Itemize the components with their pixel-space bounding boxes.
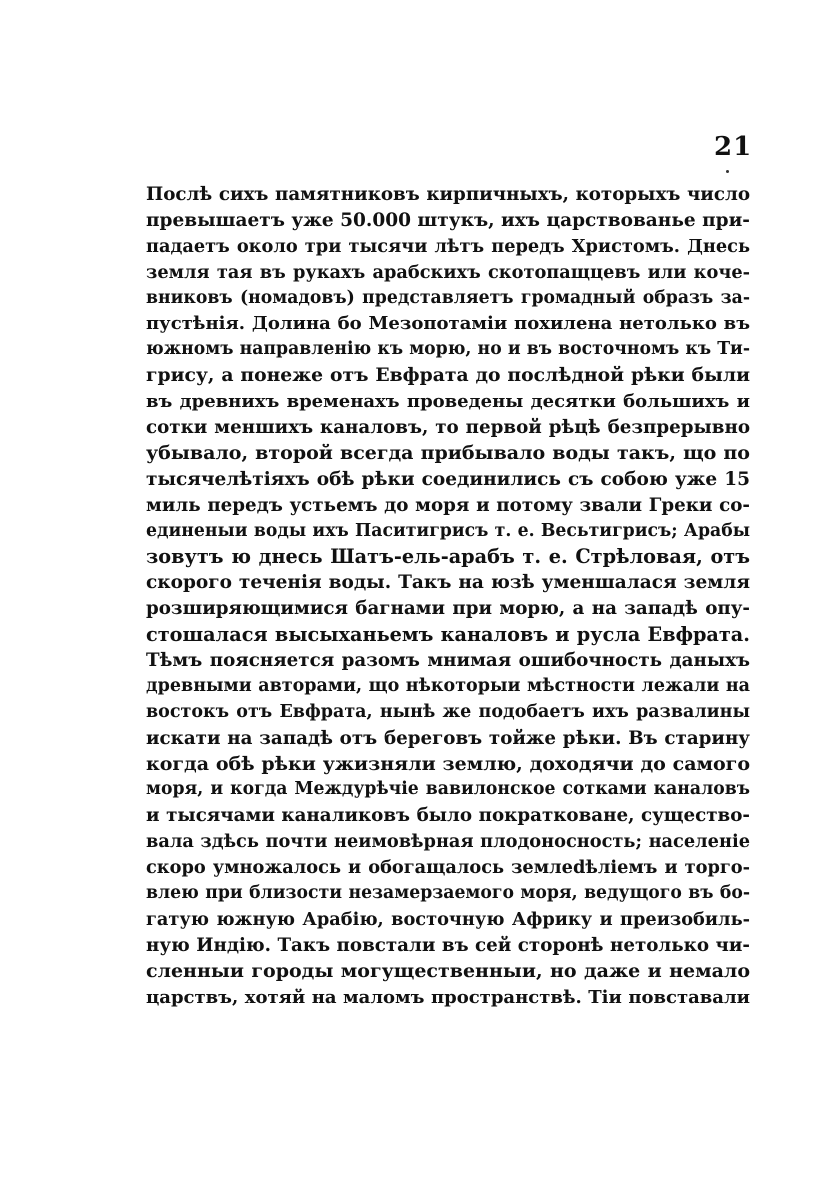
text-line: вала здѣсь почти неимовѣрная плодоносность; населеніе (146, 831, 750, 853)
text-line: и тысячами каналиковъ было пократковане, существо- (146, 805, 750, 827)
text-line: Тѣмъ поясняется разомъ мнимая ошибочность даныхъ (146, 650, 750, 672)
text-line: Послѣ сихъ памятниковъ кирпичныхъ, которыхъ число (146, 184, 750, 205)
text-line: южномъ направленію къ морю, но и въ восточномъ къ Ти- (146, 339, 750, 360)
text-line: зовутъ ю днесь Шатъ-ель-арабъ т. е. Стрѣловая, отъ (146, 545, 750, 569)
text-line: стошалася высыханьемъ каналовъ и русла Евфрата. (146, 623, 750, 647)
text-line: убывало, второй всегда прибывало воды такъ, що по (146, 441, 750, 464)
text-line: единеныи воды ихъ Паситигрисъ т. е. Весьтигрисъ; Арабы (146, 520, 750, 541)
text-line: тысячелѣтіяхъ обѣ рѣки соединились съ собою уже 15 (146, 468, 750, 490)
text-line: сотки меншихъ каналовъ, то первой рѣцѣ безпрерывно (146, 417, 750, 439)
text-line: превышаетъ уже 50.000 штукъ, ихъ царствованье при- (146, 209, 750, 231)
text-line: скорого теченія воды. Такъ на юзѣ уменшалася земля (146, 572, 750, 594)
text-line: вниковъ (номадовъ) представляетъ громадный образъ за- (146, 287, 750, 308)
body-text (146, 182, 750, 1011)
text-line: пустѣнія. Долина бо Мезопотаміи похилена нетолько въ (146, 313, 750, 335)
text-line: розширяющимися багнами при морю, а на западѣ опу- (146, 598, 750, 620)
text-line: грису, а понеже отъ Евфрата до послѣдной рѣки были (146, 364, 750, 387)
text-line: искати на западѣ отъ береговъ тойже рѣки. Въ старину (146, 727, 750, 749)
text-line: востокъ отъ Евфрата, нынѣ же подобаетъ ихъ развалины (146, 701, 750, 722)
text-line: падаетъ около три тысячи лѣтъ передъ Христомъ. Днесь (146, 235, 750, 257)
text-line: гатую южную Арабію, восточную Африку и преизобиль- (146, 908, 750, 930)
text-line: царствъ, хотяй на маломъ пространствѣ. Тіи повставали (146, 986, 750, 1008)
text-line: миль передъ устьемъ до моря и потому звали Греки со- (146, 494, 750, 516)
text-line: древными авторами, що нѣкоторыи мѣстности лежали на (146, 675, 750, 696)
page-number-dot (726, 170, 729, 173)
text-line: влею при близости незамерзаемого моря, ведущого въ бо- (146, 883, 750, 904)
text-line: земля тая въ рукахъ арабскихъ скотопащцевъ или коче- (146, 261, 750, 283)
page-number: 21 (714, 132, 753, 162)
text-line: скоро умножалось и обогащалось землedѣліемъ и торго- (146, 857, 750, 879)
text-line: когда обѣ рѣки ужизняли землю, доходячи до самого (146, 752, 750, 775)
text-line: въ древнихъ временахъ проведены десятки большихъ и (146, 391, 750, 413)
text-line: моря, и когда Междурѣчіе вавилонское сотками каналовъ (146, 779, 750, 800)
text-line: ную Индію. Такъ повстали въ сей сторонѣ нетолько чи- (146, 934, 750, 956)
text-line: сленныи городы могущественныи, но даже и немало (146, 959, 750, 982)
